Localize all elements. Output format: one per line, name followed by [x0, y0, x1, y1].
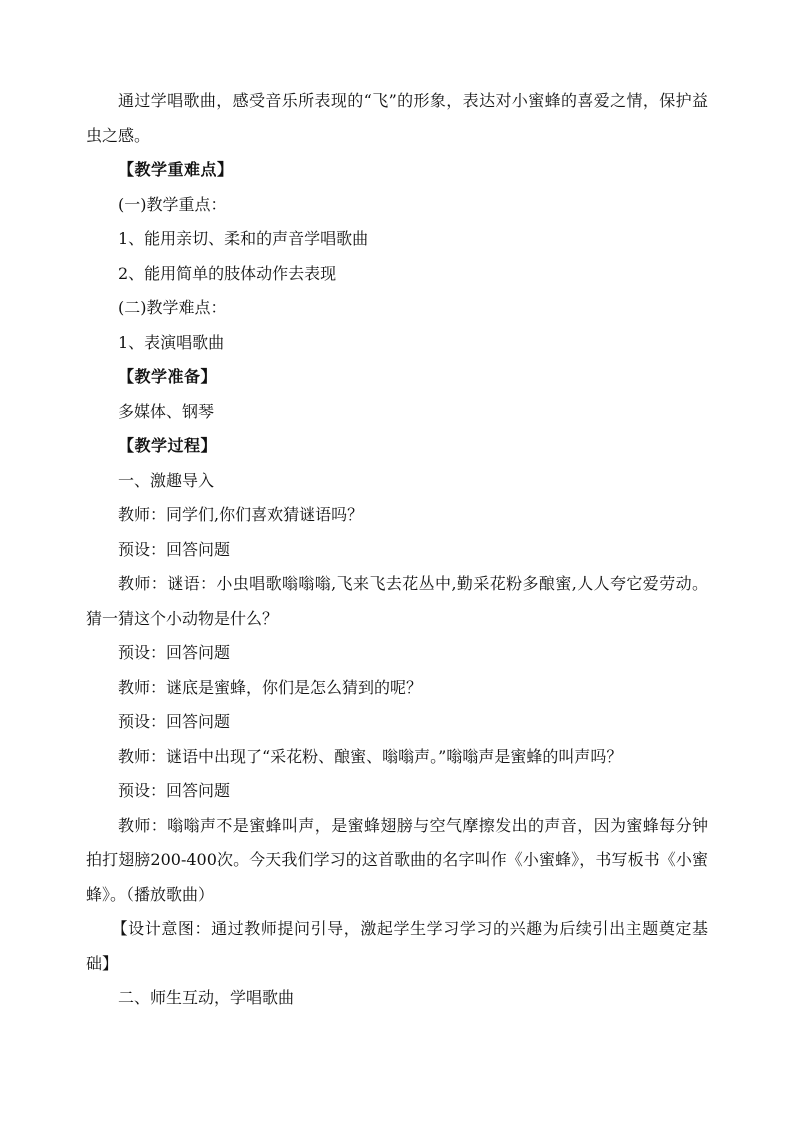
dialogue-line: 预设：回答问题	[118, 539, 231, 559]
section-heading-preparation: 【教学准备】	[118, 367, 218, 386]
step-heading-intro: 一、激趣导入	[118, 470, 215, 490]
dialogue-line: 教师：谜语中出现了“采花粉、酿蜜、嗡嗡声。”嗡嗡声是蜜蜂的叫声吗？	[118, 746, 623, 766]
preparation-items: 多媒体、钢琴	[118, 401, 215, 421]
dialogue-line: 教师：谜底是蜜蜂，你们是怎么猜到的呢？	[118, 677, 423, 697]
dialogue-line: 预设：回答问题	[118, 643, 231, 662]
dialogue-line: 教师：同学们,你们喜欢猜谜语吗？	[118, 505, 364, 524]
dialogue-line: 预设：回答问题	[118, 781, 231, 800]
dialogue-line: 教师：谜语：小虫唱歌嗡嗡嗡,飞来飞去花丛中,勤采花粉多酿蜜,人人夸它爱劳动。猜一猜这个小动物是什么？	[86, 574, 708, 628]
step-heading-interaction: 二、师生互动，学唱歌曲	[118, 988, 295, 1007]
list-item: 2、能用简单的肢体动作去表现	[118, 263, 337, 283]
dialogue-line: 预设：回答问题	[118, 712, 231, 731]
goal-paragraph: 通过学唱歌曲，感受音乐所表现的“飞”的形象，表达对小蜜蜂的喜爱之情，保护益虫之感。	[86, 91, 708, 145]
design-intent-note: 【设计意图：通过教师提问引导，激起学生学习学习的兴趣为后续引出主题奠定基础】	[86, 919, 708, 973]
list-item: 1、表演唱歌曲	[118, 332, 225, 352]
dialogue-line: 教师：嗡嗡声不是蜜蜂叫声，是蜜蜂翅膀与空气摩擦发出的声音，因为蜜蜂每分钟拍打翅膀200-400次。今天我们学习的这首歌曲的名字叫作《小蜜蜂》，书写板书《小蜜蜂》。（播放歌曲）	[86, 815, 708, 904]
list-item: 1、能用亲切、柔和的声音学唱歌曲	[118, 229, 369, 248]
section-heading-key-points: 【教学重难点】	[118, 160, 234, 179]
subheading-difficult-point: (二)教学难点：	[118, 298, 227, 317]
subheading-key-point: (一)教学重点：	[118, 194, 227, 214]
section-heading-process: 【教学过程】	[118, 436, 218, 455]
